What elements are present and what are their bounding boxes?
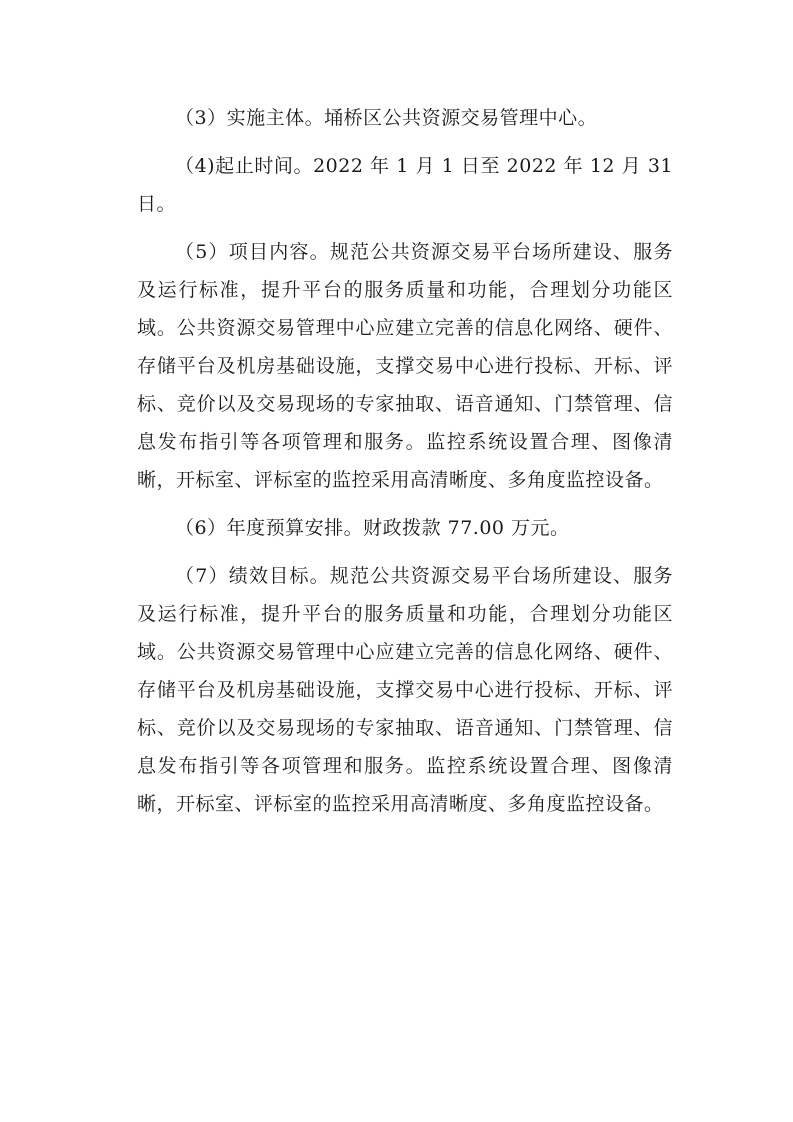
paragraph-implementing-entity: （3）实施主体。埇桥区公共资源交易管理中心。 [175, 107, 598, 129]
paragraph-project-content: （5）项目内容。规范公共资源交易平台场所建设、服务及运行标准，提升平台的服务质量和功能，合理划分功能区域。公共资源交易管理中心应建立完善的信息化网络、硬件、存储平台及机房基础设施，支撑交易中心进行投标、开标、评标、竞价以及交易现场的专家抽取、语音通知、门禁管理、信息发布指引等各项管理和服务。监控系统设置合理、图像清晰，开标室、评标室的监控采用高清晰度、多角度监控设备。 [137, 241, 673, 491]
document-body [137, 99, 673, 833]
paragraph-duration: （4)起止时间。2022 年 1 月 1 日至 2022 年 12 月 31 日。 [137, 155, 673, 215]
paragraph-annual-budget: （6）年度预算安排。财政拨款 77.00 万元。 [175, 517, 570, 539]
paragraph-performance-goals: （7）绩效目标。规范公共资源交易平台场所建设、服务及运行标准，提升平台的服务质量和功能，合理划分功能区域。公共资源交易管理中心应建立完善的信息化网络、硬件、存储平台及机房基础设施，支撑交易中心进行投标、开标、评标、竞价以及交易现场的专家抽取、语音通知、门禁管理、信息发布指引等各项管理和服务。监控系统设置合理、图像清晰，开标室、评标室的监控采用高清晰度、多角度监控设备。 [137, 565, 673, 815]
